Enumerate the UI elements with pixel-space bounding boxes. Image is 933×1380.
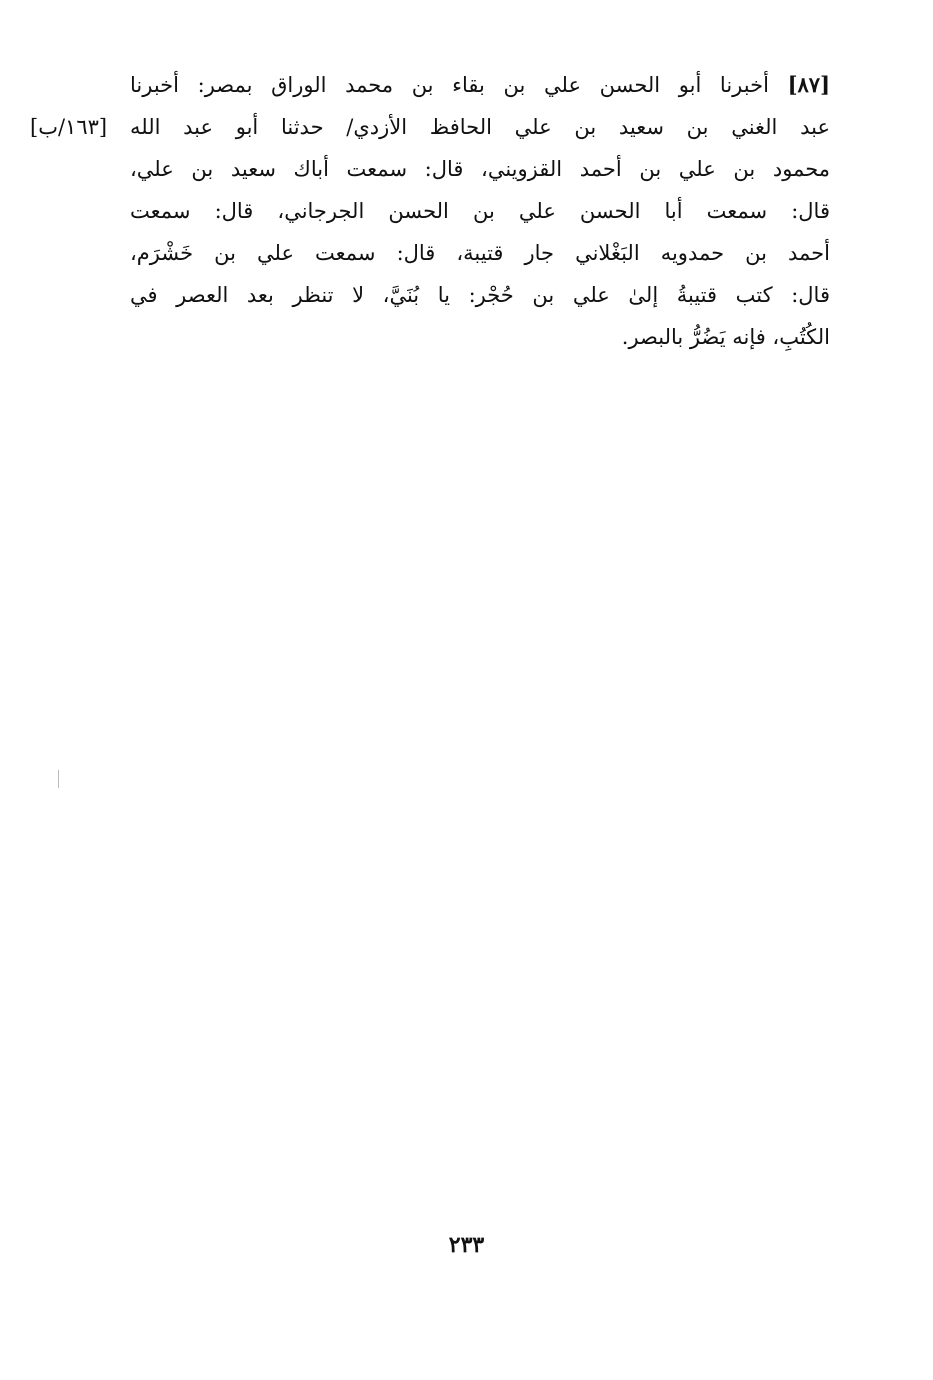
scan-artifact-mark	[58, 770, 59, 788]
paragraph-line-1	[130, 64, 830, 106]
hadith-paragraph	[130, 64, 830, 358]
line-1-text: أخبرنا أبو الحسن علي بن بقاء بن محمد الوراق بمصر: أخبرنا	[130, 73, 769, 97]
paragraph-line-7: الكُتُبِ، فإنه يَضُرُّ بالبصر.	[621, 325, 830, 349]
paragraph-line-5: أحمد بن حمدويه البَغْلاني جار قتيبة، قال: سمعت علي بن خَشْرَم،	[130, 241, 830, 265]
hadith-number: [٨٧]	[787, 72, 830, 97]
paragraph-line-4: قال: سمعت أبا الحسن علي بن الحسن الجرجاني، قال: سمعت	[130, 199, 830, 223]
paragraph-line-2: عبد الغني بن سعيد بن علي الحافظ الأزدي/ حدثنا أبو عبد الله	[130, 115, 830, 139]
manuscript-folio-marker: [١٦٣/ب]	[30, 115, 108, 139]
paragraph-line-6: قال: كتب قتيبةُ إلىٰ علي بن حُجْر: يا بُنَيَّ، لا تنظر بعد العصر في	[130, 283, 830, 307]
page-number: ٢٣٣	[448, 1232, 485, 1258]
paragraph-line-3: محمود بن علي بن أحمد القزويني، قال: سمعت أباك سعيد بن علي،	[130, 157, 830, 181]
